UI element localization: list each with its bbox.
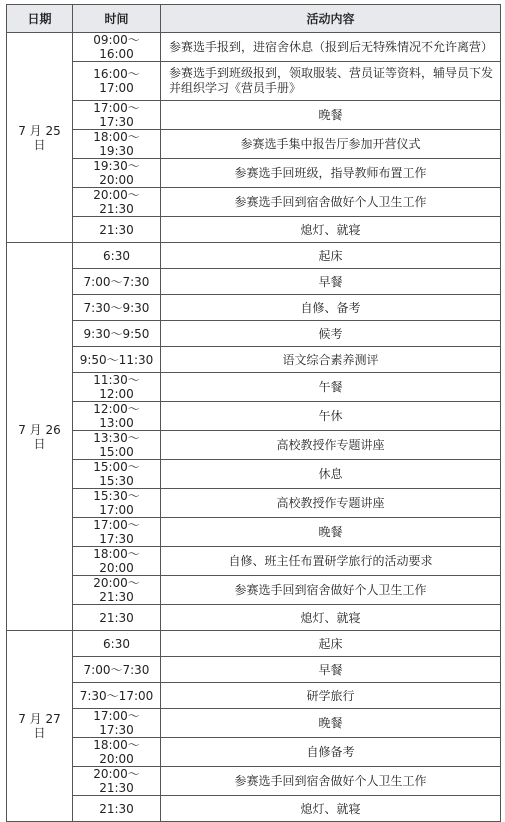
activity-cell: 候考 <box>161 321 501 347</box>
activity-cell: 起床 <box>161 243 501 269</box>
time-cell: 09:00～16:00 <box>73 33 161 62</box>
time-cell: 18:00～19:30 <box>73 130 161 159</box>
schedule-table <box>6 4 501 822</box>
time-cell: 18:00～20:00 <box>73 547 161 576</box>
table-header <box>7 5 501 33</box>
table-row <box>7 159 501 188</box>
table-row <box>7 631 501 657</box>
table-row <box>7 347 501 373</box>
activity-cell: 熄灯、就寝 <box>161 217 501 243</box>
table-row <box>7 518 501 547</box>
table-row <box>7 243 501 269</box>
header-date: 日期 <box>7 5 73 33</box>
activity-cell: 休息 <box>161 460 501 489</box>
date-cell: 7 月 27 日 <box>7 631 73 822</box>
table-row <box>7 767 501 796</box>
activity-cell: 自修、班主任布置研学旅行的活动要求 <box>161 547 501 576</box>
header-time: 时间 <box>73 5 161 33</box>
table-row <box>7 683 501 709</box>
activity-cell: 早餐 <box>161 657 501 683</box>
time-cell: 20:00～21:30 <box>73 767 161 796</box>
activity-cell: 参赛选手回到宿舍做好个人卫生工作 <box>161 188 501 217</box>
time-cell: 17:00～17:30 <box>73 709 161 738</box>
time-cell: 7:30～9:30 <box>73 295 161 321</box>
activity-cell: 语文综合素养测评 <box>161 347 501 373</box>
table-row <box>7 738 501 767</box>
time-cell: 12:00～13:00 <box>73 402 161 431</box>
activity-cell: 熄灯、就寝 <box>161 796 501 822</box>
activity-cell: 晚餐 <box>161 101 501 130</box>
time-cell: 19:30～20:00 <box>73 159 161 188</box>
time-cell: 20:00～21:30 <box>73 188 161 217</box>
activity-cell: 参赛选手集中报告厅参加开营仪式 <box>161 130 501 159</box>
activity-cell: 高校教授作专题讲座 <box>161 489 501 518</box>
table-row <box>7 796 501 822</box>
table-row <box>7 62 501 101</box>
time-cell: 15:30～17:00 <box>73 489 161 518</box>
time-cell: 6:30 <box>73 243 161 269</box>
table-row <box>7 295 501 321</box>
activity-cell: 参赛选手报到，进宿舍休息（报到后无特殊情况不允许离营） <box>161 33 501 62</box>
time-cell: 6:30 <box>73 631 161 657</box>
activity-cell: 研学旅行 <box>161 683 501 709</box>
activity-cell: 参赛选手回到宿舍做好个人卫生工作 <box>161 767 501 796</box>
table-row <box>7 489 501 518</box>
table-row <box>7 269 501 295</box>
table-row <box>7 605 501 631</box>
table-row <box>7 709 501 738</box>
table-row <box>7 188 501 217</box>
activity-cell: 起床 <box>161 631 501 657</box>
activity-cell: 熄灯、就寝 <box>161 605 501 631</box>
time-cell: 21:30 <box>73 796 161 822</box>
activity-cell: 参赛选手回班级，指导教师布置工作 <box>161 159 501 188</box>
activity-cell: 晚餐 <box>161 709 501 738</box>
table-row <box>7 33 501 62</box>
time-cell: 13:30～15:00 <box>73 431 161 460</box>
table-row <box>7 217 501 243</box>
table-row <box>7 460 501 489</box>
header-row <box>7 5 501 33</box>
activity-cell: 自修、备考 <box>161 295 501 321</box>
time-cell: 17:00～17:30 <box>73 518 161 547</box>
activity-cell: 午休 <box>161 402 501 431</box>
table-row <box>7 576 501 605</box>
activity-cell: 高校教授作专题讲座 <box>161 431 501 460</box>
table-row <box>7 101 501 130</box>
table-row <box>7 402 501 431</box>
activity-cell: 自修备考 <box>161 738 501 767</box>
table-body <box>7 33 501 822</box>
time-cell: 20:00～21:30 <box>73 576 161 605</box>
time-cell: 15:00～15:30 <box>73 460 161 489</box>
activity-cell: 晚餐 <box>161 518 501 547</box>
activity-cell: 早餐 <box>161 269 501 295</box>
table-row <box>7 547 501 576</box>
time-cell: 16:00～17:00 <box>73 62 161 101</box>
table-row <box>7 431 501 460</box>
time-cell: 7:00～7:30 <box>73 269 161 295</box>
table-row <box>7 130 501 159</box>
activity-cell: 参赛选手回到宿舍做好个人卫生工作 <box>161 576 501 605</box>
time-cell: 9:30～9:50 <box>73 321 161 347</box>
time-cell: 21:30 <box>73 605 161 631</box>
date-cell: 7 月 25 日 <box>7 33 73 243</box>
time-cell: 17:00～17:30 <box>73 101 161 130</box>
activity-cell: 午餐 <box>161 373 501 402</box>
time-cell: 21:30 <box>73 217 161 243</box>
time-cell: 7:00～7:30 <box>73 657 161 683</box>
time-cell: 18:00～20:00 <box>73 738 161 767</box>
time-cell: 9:50～11:30 <box>73 347 161 373</box>
table-row <box>7 657 501 683</box>
table-row <box>7 321 501 347</box>
time-cell: 11:30～12:00 <box>73 373 161 402</box>
table-row <box>7 373 501 402</box>
schedule-table-container <box>6 4 500 822</box>
header-activity: 活动内容 <box>161 5 501 33</box>
activity-cell: 参赛选手到班级报到，领取服装、营员证等资料，辅导员下发并组织学习《营员手册》 <box>161 62 501 101</box>
time-cell: 7:30～17:00 <box>73 683 161 709</box>
date-cell: 7 月 26 日 <box>7 243 73 631</box>
